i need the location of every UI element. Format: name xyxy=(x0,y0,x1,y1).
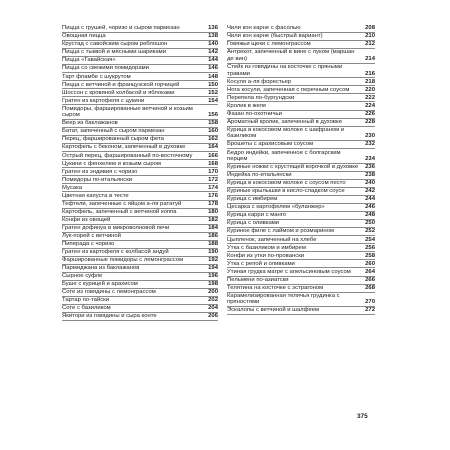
index-entry xyxy=(62,89,218,97)
recipe-page-number: 160 xyxy=(208,128,218,135)
recipe-page-number: 206 xyxy=(208,313,218,320)
recipe-page-number: 212 xyxy=(365,41,375,48)
recipe-title: Пицца со свежими помидорами xyxy=(62,65,149,72)
index-entry xyxy=(62,128,218,136)
index-entry xyxy=(227,49,375,64)
recipe-page-number: 140 xyxy=(208,41,218,48)
index-entry xyxy=(227,277,375,285)
recipe-title: Нога косули, запеченная с перечным соусом xyxy=(227,86,350,93)
recipe-page-number: 158 xyxy=(208,120,218,127)
index-entry xyxy=(227,188,375,196)
index-entry xyxy=(227,236,375,244)
recipe-page-number: 214 xyxy=(365,55,375,62)
recipe-title: Утиная грудка магре с апельсиновым соусом xyxy=(227,268,351,275)
recipe-page-number: 244 xyxy=(365,196,375,203)
index-entry xyxy=(227,252,375,260)
recipe-title: Пицца с ветчиной и французской горчицей xyxy=(62,81,180,88)
index-entry xyxy=(227,260,375,268)
recipe-page-number: 202 xyxy=(208,297,218,304)
recipe-title: Антрекот, запеченный в вине с луком (маршан де вин) xyxy=(227,49,355,62)
recipe-page-number: 184 xyxy=(208,224,218,231)
index-entry xyxy=(62,273,218,281)
recipe-title: Чили кон карне с фасолью xyxy=(227,25,301,32)
recipe-title: Тефтели, запеченные с яйцом а-ля рататуй xyxy=(62,200,182,207)
recipe-title: Соте с базиликом xyxy=(62,305,111,312)
recipe-page-number: 152 xyxy=(208,89,218,96)
index-entry xyxy=(62,305,218,313)
recipe-page-number: 260 xyxy=(365,260,375,267)
recipe-page-number: 168 xyxy=(208,160,218,167)
index-entry xyxy=(227,244,375,252)
recipe-title: Бедро индейки, запеченное с болгарским перцем xyxy=(227,149,341,163)
recipe-page-number: 180 xyxy=(208,208,218,215)
recipe-title: Эскалопы с ветчиной и шалфеем xyxy=(227,307,320,314)
recipe-page-number: 228 xyxy=(365,118,375,125)
recipe-page-number: 210 xyxy=(365,33,375,40)
recipe-title: Пицца с грушей, чоризо и сыром пармезан xyxy=(62,25,180,32)
recipe-title: Пицца «Гавайская» xyxy=(62,57,116,64)
index-entry xyxy=(227,119,375,127)
index-entry xyxy=(227,64,375,79)
recipe-page-number: 190 xyxy=(208,249,218,256)
index-entry xyxy=(62,209,218,217)
recipe-title: Курица с оливками xyxy=(227,220,280,227)
index-entry xyxy=(62,81,218,89)
recipe-page-number: 226 xyxy=(365,110,375,117)
recipe-title: Пельмени по-азиатски xyxy=(227,276,289,283)
index-entry xyxy=(227,127,375,142)
recipe-title: Утка с репой и оливками xyxy=(227,260,295,267)
index-entry xyxy=(227,180,375,188)
recipe-page-number: 242 xyxy=(365,188,375,195)
index-entry xyxy=(62,168,218,176)
index-entry xyxy=(62,313,218,321)
recipe-page-number: 188 xyxy=(208,241,218,248)
recipe-title: Острый перец, фаршированный по-восточному xyxy=(62,152,193,159)
recipe-title: Куриные крылышки в кисло-сладком соусе xyxy=(227,188,345,195)
index-entry xyxy=(227,25,375,33)
recipe-title: Буше с курицей и арахисом xyxy=(62,281,138,288)
recipe-title: Овощная пицца xyxy=(62,33,106,40)
recipe-page-number: 138 xyxy=(208,33,218,40)
recipe-page-number: 204 xyxy=(208,305,218,312)
recipe-page-number: 174 xyxy=(208,184,218,191)
recipe-page-number: 268 xyxy=(365,284,375,291)
recipe-page-number: 254 xyxy=(365,236,375,243)
recipe-title: Телятина на косточке с эстрагоном xyxy=(227,284,324,291)
recipe-title: Крустад с савойским сыром реблошон xyxy=(62,41,168,48)
recipe-page-number: 272 xyxy=(365,307,375,314)
index-entry xyxy=(227,228,375,236)
recipe-title: Фаршированные помидоры с лемонграссом xyxy=(62,257,184,264)
index-column-right xyxy=(227,25,375,315)
recipe-page-number: 164 xyxy=(208,144,218,151)
recipe-title: Цыпленок, запеченный на хлебе xyxy=(227,236,317,243)
index-entry xyxy=(62,289,218,297)
recipe-title: Якитори из говядины и сыра конте xyxy=(62,313,157,320)
recipe-title: Косуля а-ля форестьер xyxy=(227,78,292,85)
recipe-page-number: 166 xyxy=(208,152,218,159)
recipe-title: Пицца с тыквой и мясными шариками xyxy=(62,49,167,56)
recipe-title: Лук-порей с ветчиной xyxy=(62,232,121,239)
index-entry xyxy=(62,281,218,289)
recipe-page-number: 252 xyxy=(365,228,375,235)
recipe-page-number: 216 xyxy=(365,70,375,77)
index-entry xyxy=(62,152,218,160)
recipe-title: Курица карри с манго xyxy=(227,212,287,219)
index-entry xyxy=(62,241,218,249)
index-entry xyxy=(227,141,375,149)
index-entry xyxy=(62,136,218,144)
index-entry xyxy=(62,57,218,65)
recipe-page-number: 194 xyxy=(208,265,218,272)
index-entry xyxy=(227,268,375,276)
index-entry xyxy=(62,105,218,120)
recipe-page-number: 224 xyxy=(365,102,375,109)
recipe-title: Перепела по-бургундски xyxy=(227,94,295,101)
recipe-page-number: 238 xyxy=(365,172,375,179)
index-entry xyxy=(62,120,218,128)
recipe-title: Кролик в желе xyxy=(227,102,267,109)
recipe-page-number: 246 xyxy=(365,204,375,211)
index-entry xyxy=(62,49,218,57)
recipe-title: Картофель с беконом, запеченный в духовке xyxy=(62,144,186,151)
index-entry xyxy=(227,86,375,94)
recipe-title: Тарт фламбе с шукрутом xyxy=(62,73,131,80)
index-entry xyxy=(62,249,218,257)
index-column-left xyxy=(62,25,218,321)
recipe-page-number: 178 xyxy=(208,200,218,207)
index-entry xyxy=(227,212,375,220)
index-entry xyxy=(62,217,218,225)
recipe-page-number: 162 xyxy=(208,136,218,143)
index-entry xyxy=(62,25,218,33)
index-entry xyxy=(62,65,218,73)
index-entry xyxy=(62,192,218,200)
recipe-title: Сырное суфле xyxy=(62,273,103,280)
recipe-title: Гратен из эндивия с чоризо xyxy=(62,168,138,175)
recipe-page-number: 150 xyxy=(208,81,218,88)
recipe-page-number: 136 xyxy=(208,25,218,32)
recipe-page-number: 144 xyxy=(208,57,218,64)
recipe-title: Курица с имбирем xyxy=(227,196,278,203)
index-entry xyxy=(62,33,218,41)
recipe-title: Стейк из говядины на косточке с пряными травами xyxy=(227,63,343,77)
index-entry xyxy=(227,33,375,41)
index-entry xyxy=(62,160,218,168)
page-number: 375 xyxy=(357,413,368,420)
recipe-page-number: 148 xyxy=(208,73,218,80)
recipe-page-number: 218 xyxy=(365,78,375,85)
index-entry xyxy=(62,257,218,265)
recipe-page-number: 146 xyxy=(208,65,218,72)
recipe-title: Куриное филе с лаймом и розмарином xyxy=(227,228,334,235)
recipe-page-number: 198 xyxy=(208,281,218,288)
index-entry xyxy=(227,204,375,212)
index-entry xyxy=(62,97,218,105)
index-entry xyxy=(227,307,375,315)
recipe-page-number: 248 xyxy=(365,212,375,219)
recipe-page-number: 230 xyxy=(365,133,375,140)
recipe-page-number: 172 xyxy=(208,176,218,183)
index-entry xyxy=(62,265,218,273)
recipe-page-number: 156 xyxy=(208,112,218,119)
index-entry xyxy=(62,297,218,305)
recipe-page-number: 220 xyxy=(365,86,375,93)
recipe-page-number: 270 xyxy=(365,299,375,306)
recipe-page-number: 208 xyxy=(365,25,375,32)
index-entry xyxy=(62,73,218,81)
recipe-page-number: 154 xyxy=(208,97,218,104)
recipe-title: Тартар по-тайски xyxy=(62,297,110,304)
recipe-title: Мусака xyxy=(62,184,83,191)
recipe-title: Говяжьи щеки с лемонграссом xyxy=(227,41,311,48)
index-entry xyxy=(227,41,375,49)
index-entry xyxy=(62,176,218,184)
index-entry xyxy=(227,111,375,119)
recipe-title: Гратен дофинуа в микроволновой печи xyxy=(62,224,170,231)
recipe-title: Пармиджана из баклажанов xyxy=(62,265,140,272)
recipe-page-number: 196 xyxy=(208,273,218,280)
recipe-title: Батат, запеченный с сыром пармезан xyxy=(62,128,165,135)
index-entry xyxy=(227,220,375,228)
recipe-title: Помидоры, фаршированные ветчиной и козьим сыром xyxy=(62,105,193,119)
recipe-page-number: 176 xyxy=(208,192,218,199)
recipe-title: Фазан по-охотничьи xyxy=(227,110,282,117)
recipe-title: Куриные ножки с хрустящей корочкой в духовке xyxy=(227,164,359,171)
index-entry xyxy=(227,78,375,86)
recipe-page-number: 200 xyxy=(208,289,218,296)
recipe-title: Картофель, запеченный с ветчиной коппа xyxy=(62,208,177,215)
recipe-page-number: 234 xyxy=(365,156,375,163)
recipe-title: Индейка по-итальянски xyxy=(227,172,292,179)
recipe-page-number: 222 xyxy=(365,94,375,101)
index-entry xyxy=(227,293,375,308)
index-entry xyxy=(227,196,375,204)
recipe-page-number: 232 xyxy=(365,141,375,148)
index-entry xyxy=(62,41,218,49)
index-entry xyxy=(227,285,375,293)
recipe-title: Пиперада с чоризо xyxy=(62,241,115,248)
recipe-title: Цесарка с картофелем «буланжер» xyxy=(227,204,325,211)
recipe-page-number: 258 xyxy=(365,252,375,259)
index-entry xyxy=(227,102,375,110)
recipe-title: Курица в кокосовом молоке с шафраном и базиликом xyxy=(227,126,345,140)
recipe-title: Соте из говядины с лемонграссом xyxy=(62,289,156,296)
recipe-page-number: 240 xyxy=(365,180,375,187)
index-entry xyxy=(227,149,375,164)
recipe-page-number: 142 xyxy=(208,49,218,56)
recipe-page-number: 236 xyxy=(365,164,375,171)
recipe-title: Карамелизированная телячья грудинка с пряностями xyxy=(227,292,340,306)
index-entry xyxy=(227,164,375,172)
recipe-page-number: 192 xyxy=(208,257,218,264)
index-entry xyxy=(227,172,375,180)
index-entry xyxy=(62,233,218,241)
recipe-title: Конфи из утки по-провански xyxy=(227,252,305,259)
recipe-title: Конфи из овощей xyxy=(62,216,111,223)
recipe-title: Чили кон карне (быстрый вариант) xyxy=(227,33,323,40)
recipe-title: Гратен из картофеля с цукини xyxy=(62,97,145,104)
recipe-title: Ароматный кролик, запеченный в духовке xyxy=(227,118,342,125)
recipe-title: Помидоры по-итальянски xyxy=(62,176,133,183)
recipe-page-number: 250 xyxy=(365,220,375,227)
recipe-page-number: 186 xyxy=(208,232,218,239)
recipe-title: Гратен из картофеля с колбасой андуй xyxy=(62,249,169,256)
recipe-page-number: 182 xyxy=(208,216,218,223)
recipe-title: Цукини с фенхелем и козьим сыром xyxy=(62,160,161,167)
recipe-page-number: 266 xyxy=(365,276,375,283)
recipe-title: Веер из баклажанов xyxy=(62,120,118,127)
recipe-title: Шоссон с кровяной колбасой и яблоками xyxy=(62,89,175,96)
recipe-title: Утка с базиликом и имбирем xyxy=(227,244,306,251)
index-entry xyxy=(227,94,375,102)
recipe-page-number: 256 xyxy=(365,244,375,251)
index-entry xyxy=(62,144,218,152)
recipe-page-number: 264 xyxy=(365,268,375,275)
recipe-title: Брошеты с арахисовым соусом xyxy=(227,141,314,148)
recipe-title: Цветная капуста в тесте xyxy=(62,192,129,199)
index-entry xyxy=(62,225,218,233)
index-entry xyxy=(62,184,218,192)
index-entry xyxy=(62,201,218,209)
recipe-title: Курица в кокосовом молоке с соусом песто xyxy=(227,180,346,187)
recipe-page-number: 170 xyxy=(208,168,218,175)
recipe-title: Перец, фаршированный сыром фета xyxy=(62,136,164,143)
